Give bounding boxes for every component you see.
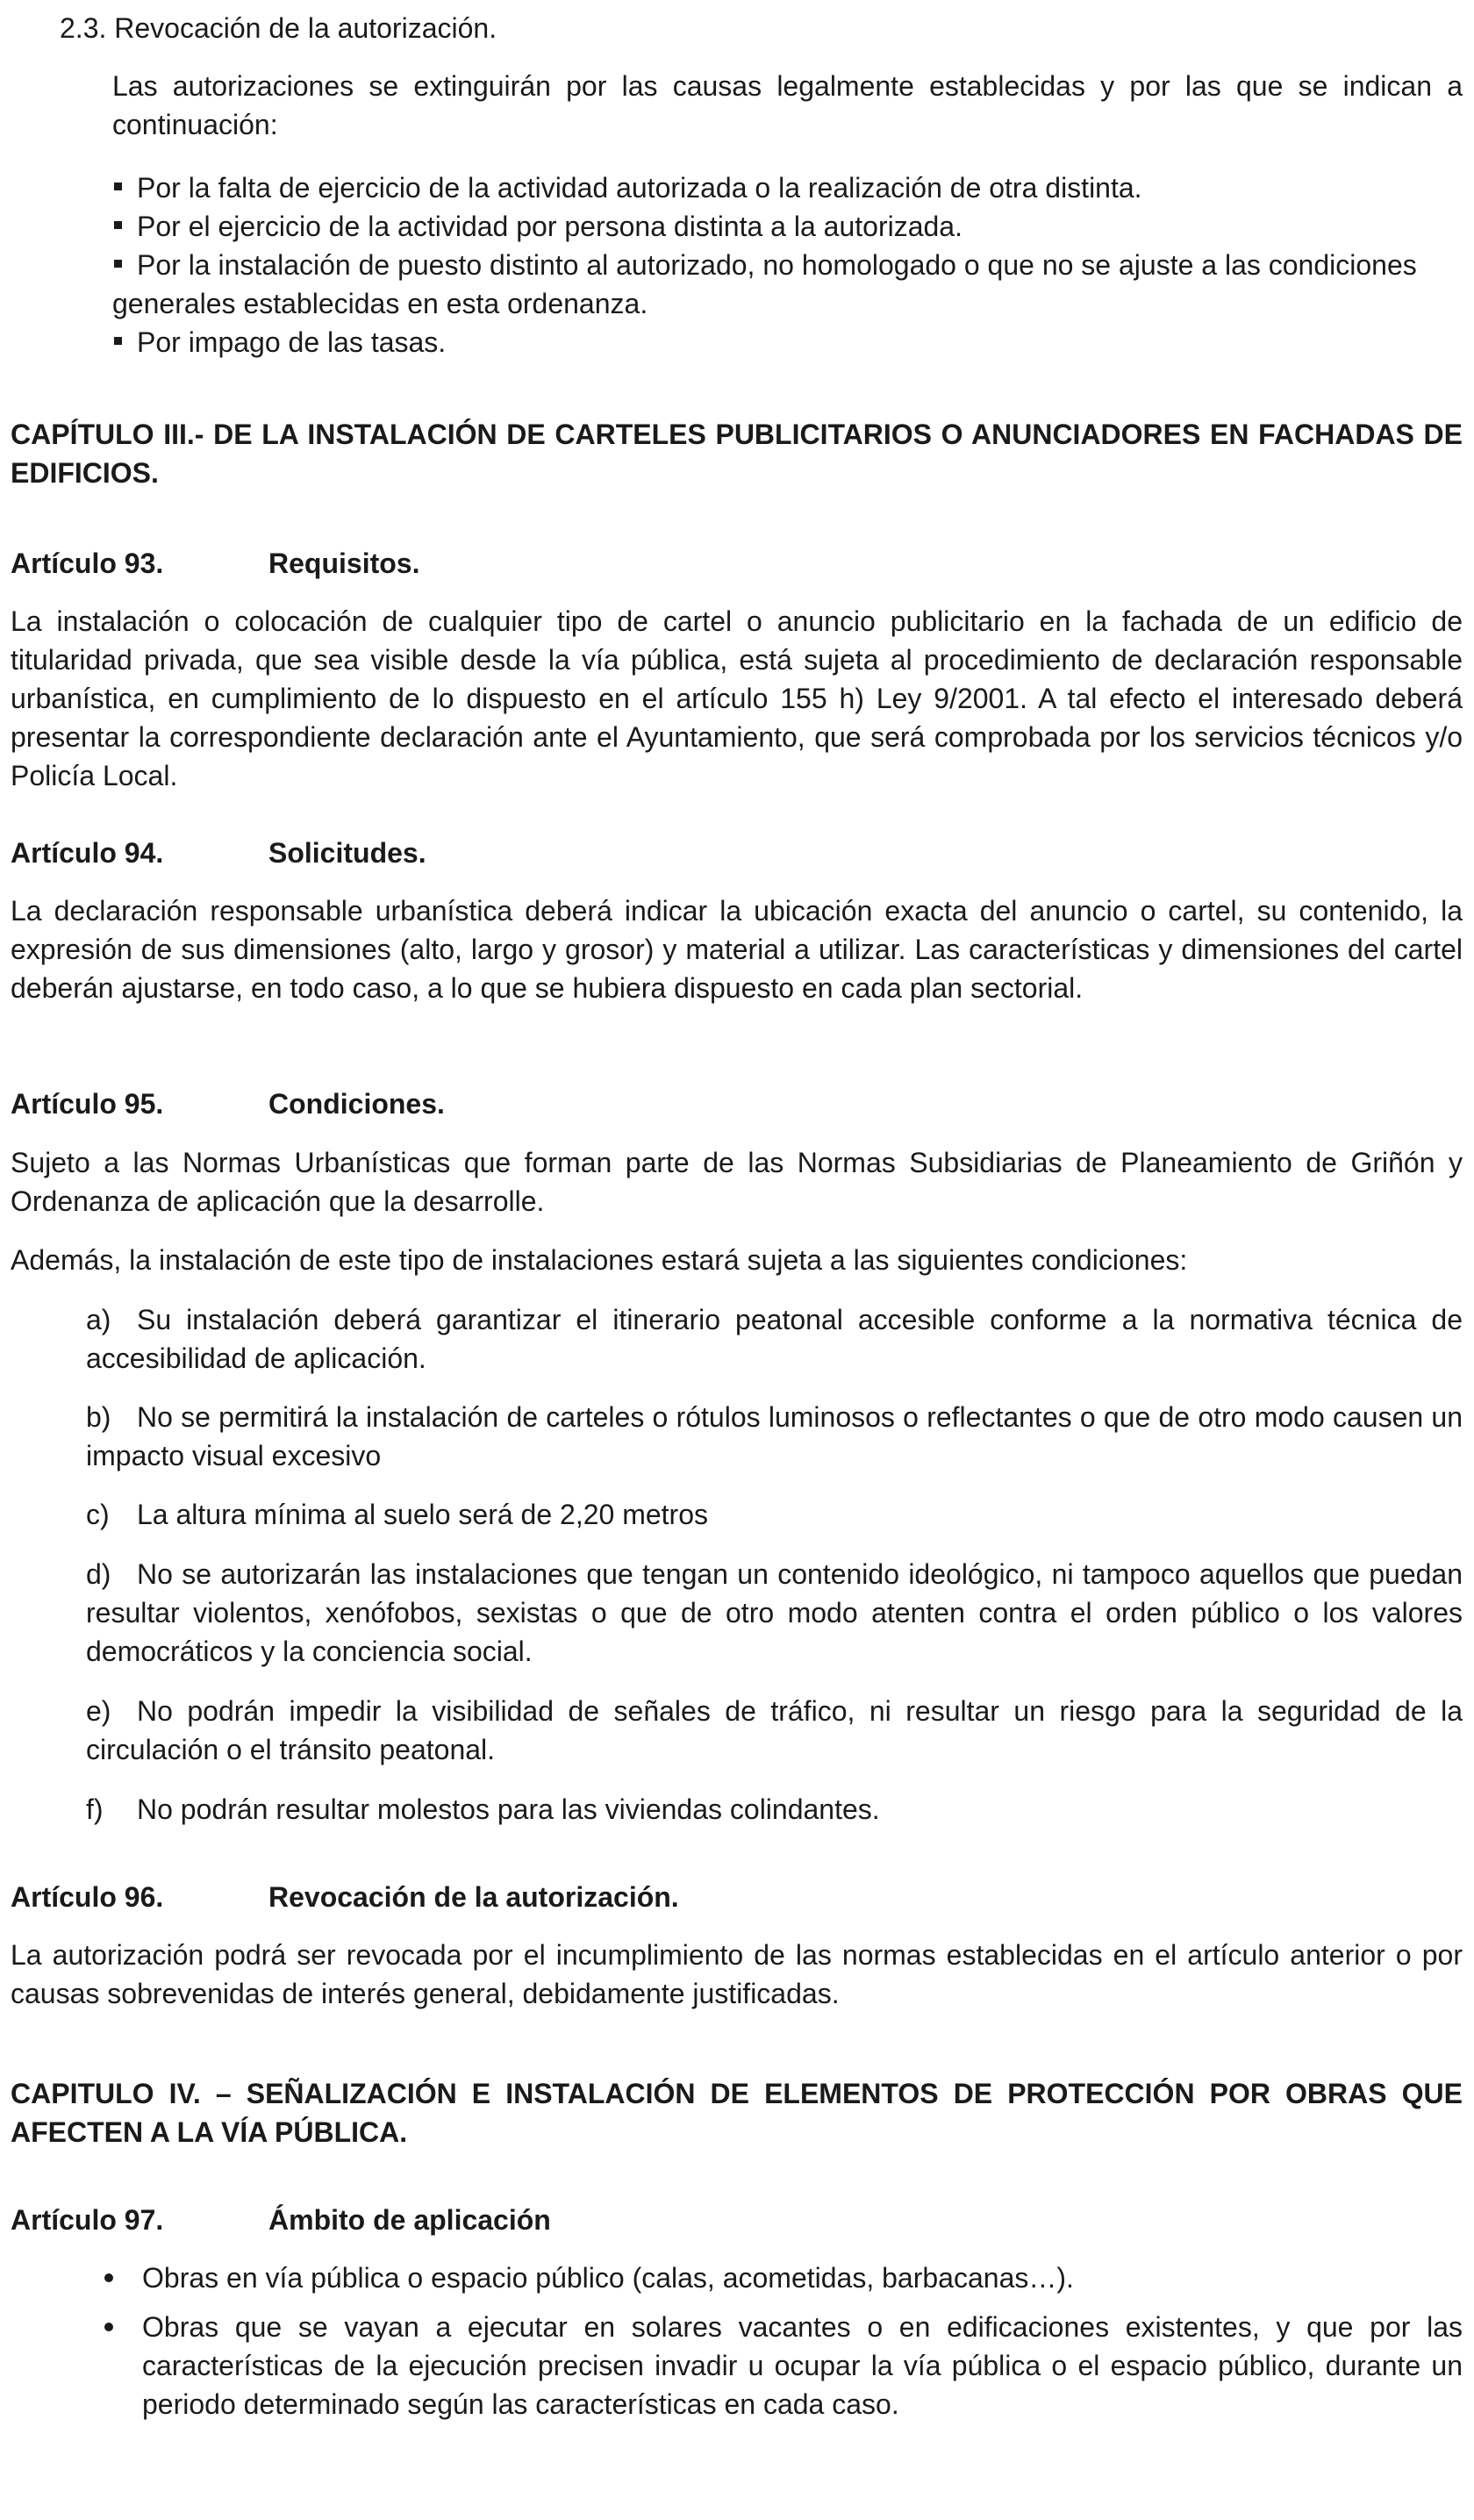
article-97-heading: [11, 2201, 551, 2239]
square-bullet-icon: [114, 183, 122, 190]
list-item: Por el ejercicio de la actividad por persona distinta a la autorizada.: [112, 207, 1463, 246]
condition-text: No podrán resultar molestos para las viviendas colindantes.: [137, 1793, 880, 1825]
condition-letter: a): [86, 1304, 111, 1335]
revocation-intro: Las autorizaciones se extinguirán por las causas legalmente establecidas y por las que se indican a continuación:: [112, 70, 1463, 140]
article-97-bullet-list: [11, 2259, 1463, 2423]
article-title: Condiciones.: [268, 1088, 445, 1120]
condition-item-f: [86, 1790, 1463, 1829]
condition-letter: f): [86, 1793, 104, 1825]
article-93-text: La instalación o colocación de cualquier tipo de cartel o anuncio publicitario en la fachada de un edificio de titularidad privada, que sea visible desde la vía pública, está sujeta al procedimiento de declaración responsable urbanística, en cumplimiento de lo dispuesto en el artículo 155 h) Ley 9/2001. A tal efecto el interesado deberá presentar la correspondiente declaración ante el Ayuntamiento, que será comprobada por los servicios técnicos y/o Policía Local.: [11, 605, 1463, 791]
article-96-text: La autorización podrá ser revocada por el incumplimiento de las normas establecidas en el artículo anterior o por causas sobrevenidas de interés general, debidamente justificadas.: [11, 1939, 1463, 2009]
chapter-3-title: CAPÍTULO III.- DE LA INSTALACIÓN DE CARTELES PUBLICITARIOS O ANUNCIADORES EN FACHADAS DE EDIFICIOS.: [11, 419, 1463, 489]
condition-text: La altura mínima al suelo será de 2,20 metros: [137, 1499, 708, 1530]
article-title: Solicitudes.: [268, 837, 426, 869]
condition-item-a: [86, 1300, 1463, 1378]
round-bullet-icon: [104, 2323, 113, 2331]
article-96-heading: [11, 1878, 679, 1916]
article-number: Artículo 93.: [11, 548, 164, 579]
condition-text: Su instalación deberá garantizar el itinerario peatonal accesible conforme a la normativa técnica de accesibilidad de aplicación.: [86, 1304, 1463, 1374]
condition-letter: c): [86, 1499, 110, 1530]
list-item: Por impago de las tasas.: [112, 323, 1463, 362]
list-item: Por la falta de ejercicio de la actividad autorizada o la realización de otra distinta.: [112, 168, 1463, 207]
list-item: Por la instalación de puesto distinto al autorizado, no homologado o que no se ajuste a las condiciones generales establecidas en esta ordenanza.: [112, 249, 1417, 319]
article-title: Ámbito de aplicación: [268, 2204, 551, 2236]
square-bullet-icon: [114, 337, 122, 345]
condition-item-e: [86, 1692, 1463, 1769]
revocation-bullet-list: [112, 168, 1463, 362]
condition-item-c: [86, 1495, 1463, 1534]
square-bullet-icon: [114, 221, 122, 229]
square-bullet-icon: [114, 260, 122, 268]
article-94-heading: [11, 834, 426, 872]
article-number: Artículo 95.: [11, 1088, 164, 1120]
condition-letter: d): [86, 1558, 111, 1590]
condition-text: No podrán impedir la visibilidad de señales de tráfico, ni resultar un riesgo para la seguridad de la circulación o el tránsito peatonal.: [86, 1695, 1463, 1765]
article-number: Artículo 97.: [11, 2204, 164, 2236]
article-title: Revocación de la autorización.: [268, 1881, 679, 1913]
section-heading-2-3: 2.3. Revocación de la autorización.: [60, 12, 497, 44]
condition-letter: e): [86, 1695, 111, 1727]
condition-letter: b): [86, 1401, 111, 1433]
article-95-heading: [11, 1085, 445, 1123]
article-93-heading: [11, 544, 419, 583]
chapter-4-title: CAPITULO IV. – SEÑALIZACIÓN E INSTALACIÓN DE ELEMENTOS DE PROTECCIÓN POR OBRAS QUE AFECTEN A LA VÍA PÚBLICA.: [11, 2078, 1463, 2148]
condition-item-b: [86, 1398, 1463, 1475]
article-number: Artículo 96.: [11, 1881, 164, 1913]
condition-text: No se permitirá la instalación de carteles o rótulos luminosos o reflectantes o que de otro modo causen un impacto visual excesivo: [86, 1401, 1463, 1471]
round-bullet-icon: [104, 2273, 113, 2282]
article-94-text: La declaración responsable urbanística deberá indicar la ubicación exacta del anuncio o cartel, su contenido, la expresión de sus dimensiones (alto, largo y grosor) y material a utilizar. Las características y dimensiones del cartel deberán ajustarse, en todo caso, a lo que se hubiera dispuesto en cada plan sectorial.: [11, 895, 1463, 1004]
article-95-text-1: Sujeto a las Normas Urbanísticas que forman parte de las Normas Subsidiarias de Planeamiento de Griñón y Ordenanza de aplicación que la desarrolle.: [11, 1147, 1463, 1217]
list-item: Obras que se vayan a ejecutar en solares vacantes o en edificaciones existentes, y que por las características de la ejecución precisen invadir u ocupar la vía pública o el espacio público, durante un periodo determinado según las características en cada caso.: [11, 2308, 1463, 2423]
article-number: Artículo 94.: [11, 837, 164, 869]
condition-item-d: [86, 1555, 1463, 1671]
list-item: Obras en vía pública o espacio público (calas, acometidas, barbacanas…).: [11, 2259, 1463, 2297]
article-title: Requisitos.: [268, 548, 420, 579]
article-95-text-2: Además, la instalación de este tipo de instalaciones estará sujeta a las siguientes condiciones:: [11, 1244, 1188, 1276]
condition-text: No se autorizarán las instalaciones que tengan un contenido ideológico, ni tampoco aquellos que puedan resultar violentos, xenófobos, sexistas o que de otro modo atenten contra el orden público o los valores democráticos y la conciencia social.: [86, 1558, 1463, 1667]
